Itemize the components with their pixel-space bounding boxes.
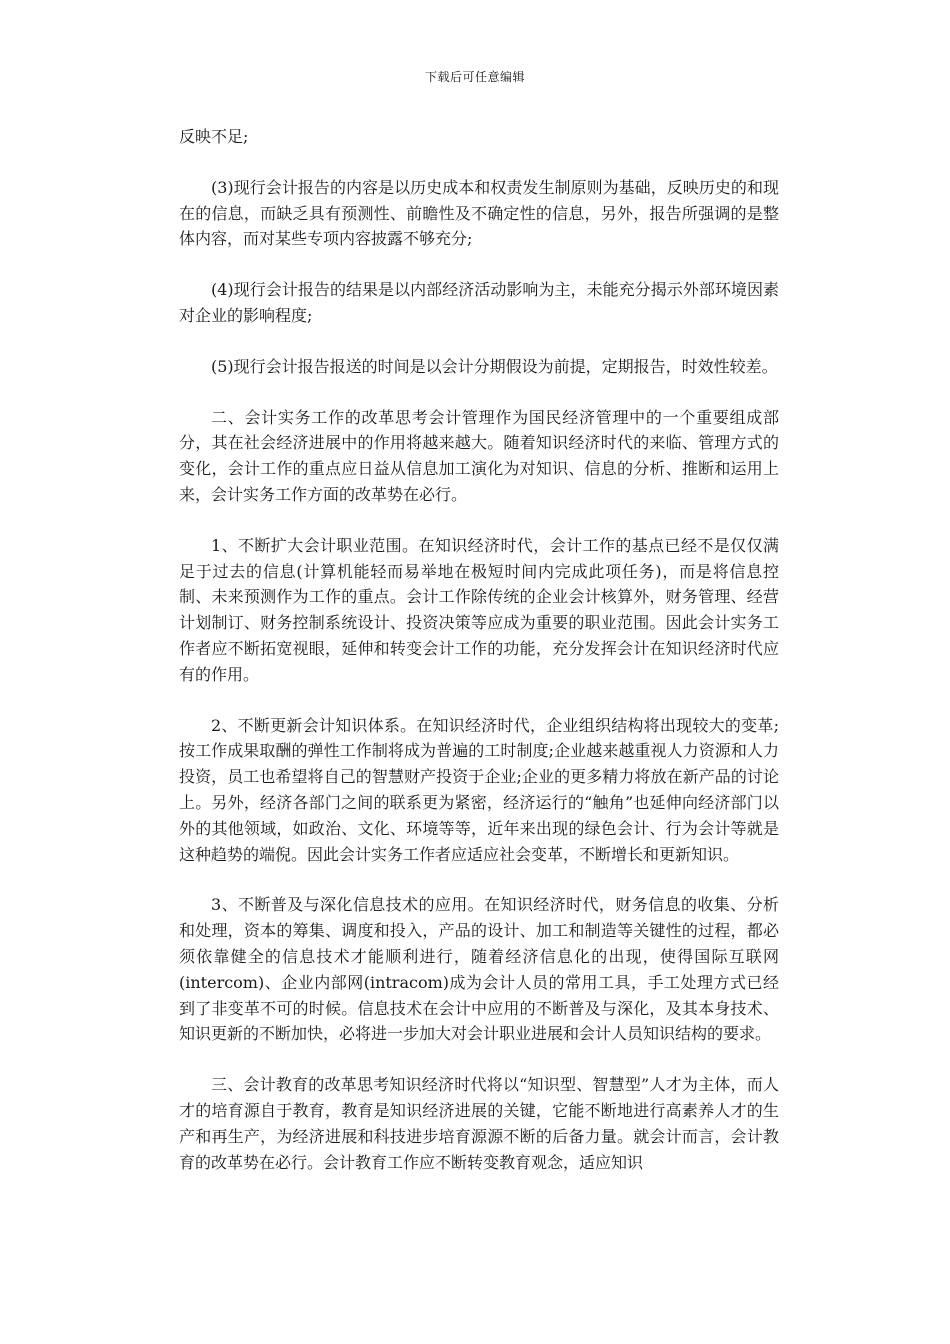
paragraph: (5)现行会计报告报送的时间是以会计分期假设为前提，定期报告，时效性较差。 [211, 356, 778, 376]
paragraph: 二、会计实务工作的改革思考会计管理作为国民经济管理中的一个重要组成部分，其在社会经济进展中的作用将越来越大。随着知识经济时代的来临、管理方式的变化，会计工作的重点应日益从信息加工演化为对知识、信息的分析、推断和运用上来，会计实务工作方面的改革势在必行。 [179, 407, 779, 504]
paragraph: 2、不断更新会计知识体系。在知识经济时代，企业组织结构将出现较大的变革;按工作成果取酬的弹性工作制将成为普遍的工时制度;企业越来越重视人力资源和人力投资，员工也希望将自己的智慧财产投资于企业;企业的更多精力将放在新产品的讨论上。另外，经济各部门之间的联系更为紧密，经济运行的“触角”也延伸向经济部门以外的其他领域，如政治、文化、环境等等，近年来出现的绿色会计、行为会计等就是这种趋势的端倪。因此会计实务工作者应适应社会变革，不断增长和更新知识。 [179, 715, 779, 864]
paragraph: 三、会计教育的改革思考知识经济时代将以“知识型、智慧型”人才为主体，而人才的培育源自于教育，教育是知识经济进展的关键，它能不断地进行高素养人才的生产和再生产，为经济进展和科技进步培育源源不断的后备力量。就会计而言，会计教育的改革势在必行。会计教育工作应不断转变教育观念，适应知识 [179, 1075, 779, 1172]
paragraph: 反映不足; [179, 127, 249, 146]
paragraph: 3、不断普及与深化信息技术的应用。在知识经济时代，财务信息的收集、分析和处理，资本的筹集、调度和投入，产品的设计、加工和制造等关键性的过程，都必须依靠健全的信息技术才能顺利进行，随着经济信息化的出现，使得国际互联网(intercom)、企业内部网(intracom)成为会计人员的常用工具，手工处理方式已经到了非变革不可的时候。信息技术在会计中应用的不断普及与深化，及其本身技术、知识更新的不断加快，必将进一步加大对会计职业进展和会计人员知识结构的要求。 [179, 895, 779, 1044]
paragraph: 1、不断扩大会计职业范围。在知识经济时代，会计工作的基点已经不是仅仅满足于过去的信息(计算机能轻而易举地在极短时间内完成此项任务)，而是将信息控制、未来预测作为工作的重点。会计工作除传统的企业会计核算外，财务管理、经营计划制订、财务控制系统设计、投资决策等应成为重要的职业范围。因此会计实务工作者应不断拓宽视眼，延伸和转变会计工作的功能，充分发挥会计在知识经济时代应有的作用。 [179, 535, 779, 684]
paragraph: (4)现行会计报告的结果是以内部经济活动影响为主，未能充分揭示外部环境因素对企业的影响程度; [179, 280, 779, 325]
paragraph: (3)现行会计报告的内容是以历史成本和权责发生制原则为基础，反映历史的和现在的信息，而缺乏具有预测性、前瞻性及不确定性的信息，另外，报告所强调的是整体内容，而对某些专项内容披露不够充分; [179, 177, 779, 249]
document-body [179, 124, 779, 1175]
page-header: 下载后可任意编辑 [424, 70, 525, 84]
